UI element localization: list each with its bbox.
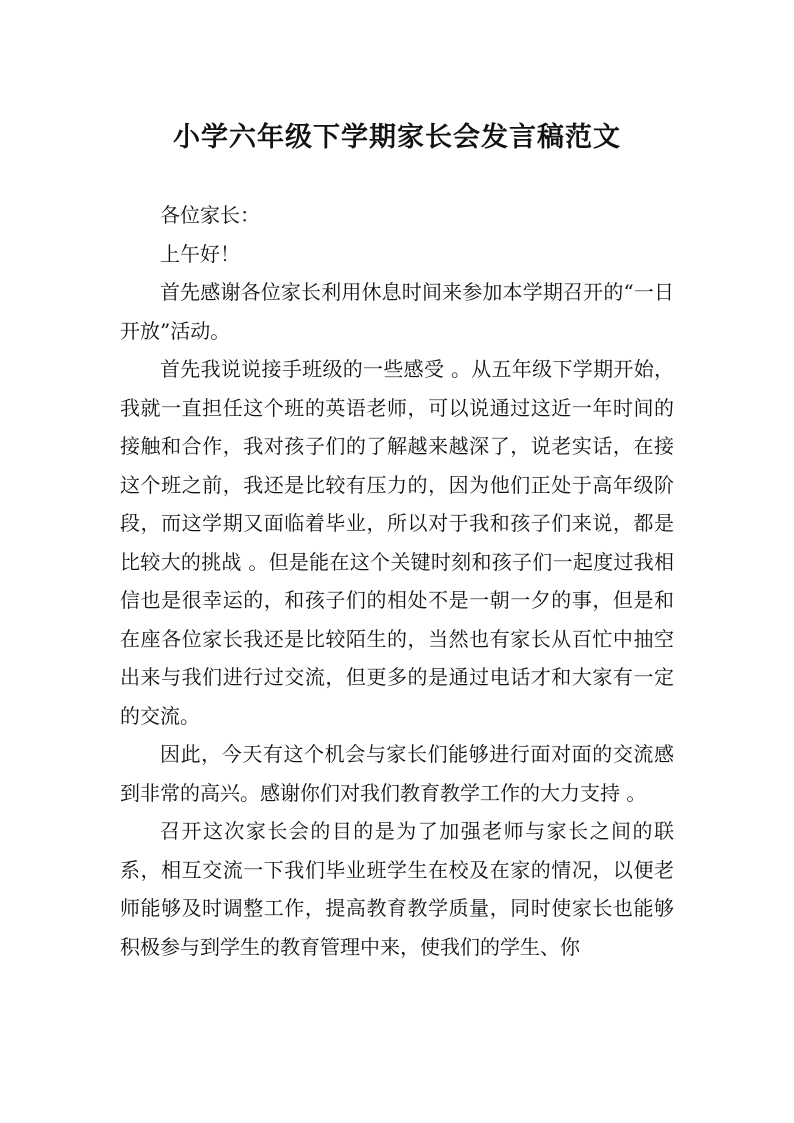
paragraph-opportunity: 因此，今天有这个机会与家长们能够进行面对面的交流感到非常的高兴。感谢你们对我们教育教学工作的大力支持 。 xyxy=(120,742,674,805)
paragraph-greeting: 各位家长： xyxy=(160,203,260,227)
document-body xyxy=(120,196,674,966)
document-title: 小学六年级下学期家长会发言稿范文 xyxy=(173,122,621,154)
paragraph-salutation: 上午好！ xyxy=(160,241,240,266)
paragraph-thanks: 首先感谢各位家长利用休息时间来参加本学期召开的“一日开放”活动。 xyxy=(120,280,674,343)
paragraph-feelings: 首先我说说接手班级的一些感受 。从五年级下学期开始，我就一直担任这个班的英语老师，可以说通过这近一年时间的接触和合作，我对孩子们的了解越来越深了，说老实话，在接这个班之前，我还是比较有压力的，因为他们正处于高年级阶段，而这学期又面临着毕业，所以对于我和孩子们来说，都是比较大的挑战 。但是能在这个关键时刻和孩子们一起度过我相信也是很幸运的，和孩子们的相处不是一朝一夕的事，但是和在座各位家长我还是比较陌生的，当然也有家长从百忙中抽空出来与我们进行过交流，但更多的是通过电话才和大家有一定的交流。 xyxy=(120,357,674,728)
paragraph-purpose: 召开这次家长会的目的是为了加强老师与家长之间的联系，相互交流一下我们毕业班学生在校及在家的情况，以便老师能够及时调整工作，提高教育教学质量，同时使家长也能够积极参与到学生的教育管理中来，使我们的学生、你 xyxy=(120,819,674,959)
